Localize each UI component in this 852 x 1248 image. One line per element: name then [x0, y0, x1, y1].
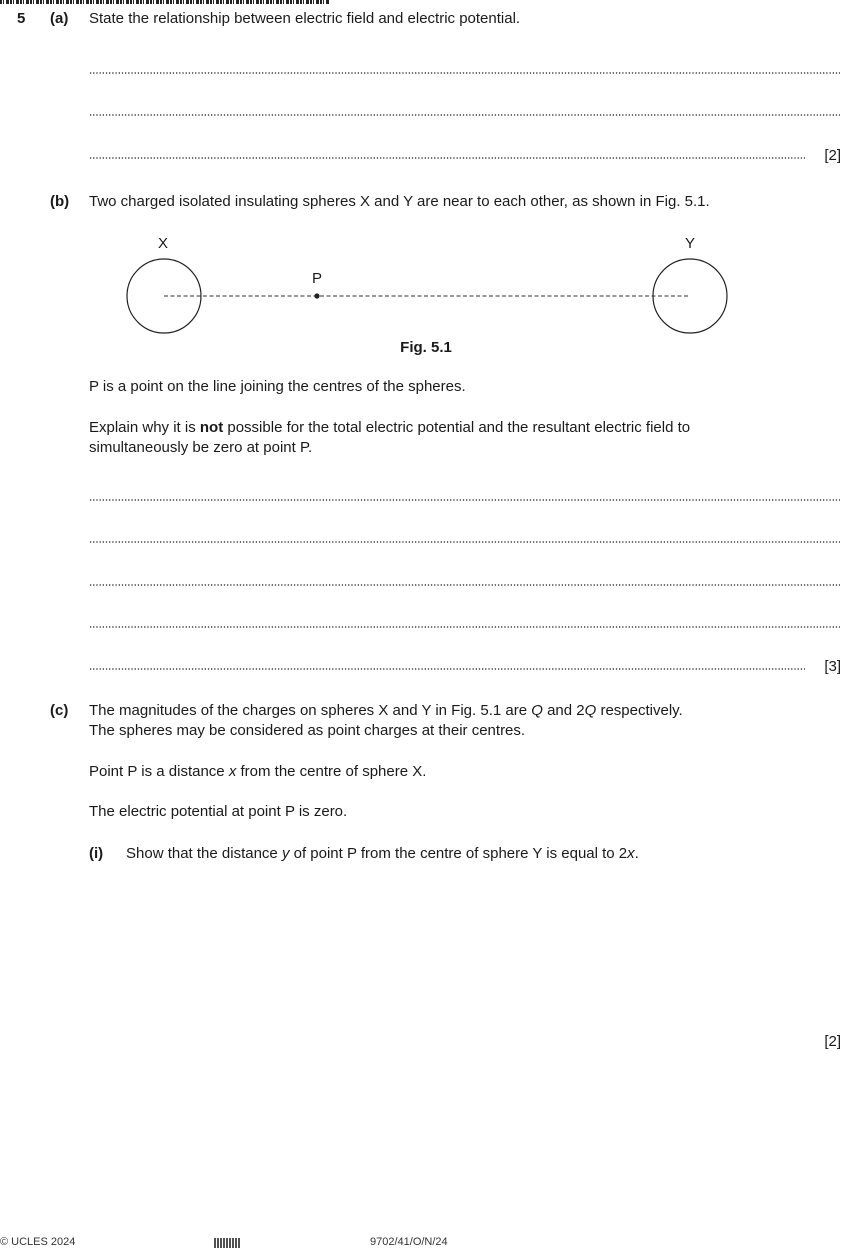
part-c-line1 [89, 702, 683, 719]
ci-text: . [634, 845, 639, 862]
footer-copyright: © UCLES 2024 [0, 1236, 76, 1248]
part-b-point-p-text: P is a point on the line joining the centres of the spheres. [89, 378, 466, 395]
c-text: Point P is a distance [89, 763, 229, 780]
part-a-label: (a) [50, 10, 69, 27]
part-a-marks: [2] [824, 147, 841, 164]
answer-line[interactable] [89, 626, 840, 628]
part-c-line2: The spheres may be considered as point charges at their centres. [89, 722, 526, 739]
answer-line[interactable] [89, 499, 840, 501]
part-c-line4: The electric potential at point P is zero. [89, 803, 348, 820]
answer-line[interactable] [89, 668, 805, 670]
figure-caption: Fig. 5.1 [400, 339, 452, 356]
part-c-i-marks: [2] [824, 1033, 841, 1050]
answer-line[interactable] [89, 541, 840, 543]
part-b-explain-line2: simultaneously be zero at point P. [89, 439, 313, 456]
c-text: respectively. [596, 702, 683, 719]
part-c-i-text [126, 845, 639, 862]
c-text: and 2 [542, 702, 585, 719]
figure-5-1 [0, 225, 852, 340]
c-var-q2: Q [584, 702, 597, 719]
part-a-question: State the relationship between electric field and electric potential. [89, 10, 521, 27]
answer-line[interactable] [89, 584, 840, 586]
ci-var-y: y [281, 845, 290, 862]
top-barcode [0, 0, 330, 4]
explain-text: possible for the total electric potential and the resultant electric field to [223, 419, 691, 436]
c-text: from the centre of sphere X. [236, 763, 427, 780]
part-c-i-label: (i) [89, 845, 104, 862]
c-text: The magnitudes of the charges on spheres X and Y in Fig. 5.1 are [89, 702, 532, 719]
explain-bold: not [199, 419, 224, 436]
point-p [314, 293, 319, 298]
ci-text: of point P from the centre of sphere Y is equal to 2 [289, 845, 628, 862]
sphere-y-label: Y [684, 235, 696, 252]
part-b-explain-line1 [89, 419, 690, 436]
part-c-line3 [89, 763, 426, 780]
part-c-label: (c) [50, 702, 69, 719]
answer-line[interactable] [89, 157, 805, 159]
ci-var-x: x [627, 845, 635, 862]
part-b-label: (b) [50, 193, 70, 210]
footer-code: 9702/41/O/N/24 [370, 1236, 448, 1248]
answer-line[interactable] [89, 114, 840, 116]
sphere-x-label: X [157, 235, 169, 252]
answer-line[interactable] [89, 72, 840, 74]
part-b-marks: [3] [824, 658, 841, 675]
part-b-intro: Two charged isolated insulating spheres X and Y are near to each other, as shown in Fig. 5.1. [89, 193, 710, 210]
point-p-label: P [311, 270, 323, 287]
question-number: 5 [17, 10, 26, 27]
ci-text: Show that the distance [126, 845, 282, 862]
qr-code [214, 1238, 240, 1248]
c-var-x: x [228, 763, 237, 780]
c-var-q: Q [531, 702, 543, 719]
explain-text: Explain why it is [89, 419, 200, 436]
